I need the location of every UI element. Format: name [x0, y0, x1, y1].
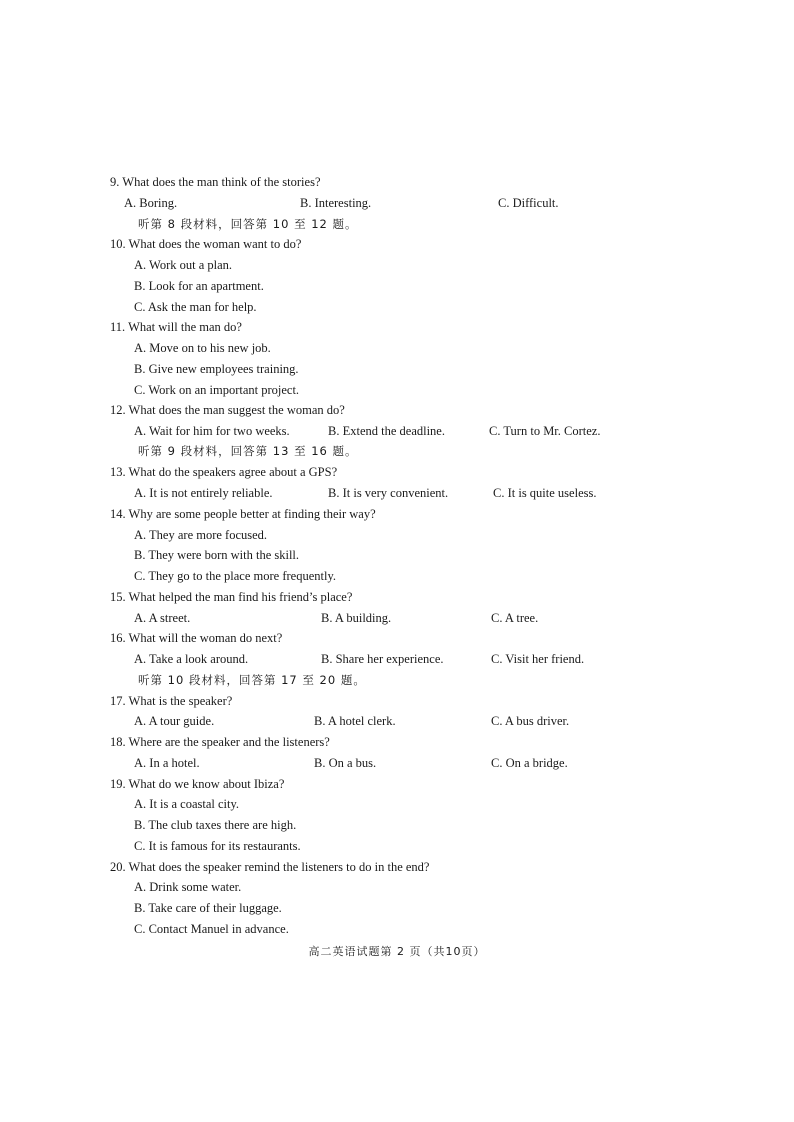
question-stem: What do we know about Ibiza? — [128, 777, 285, 791]
option-9b: B. Interesting. — [300, 196, 372, 210]
question-9 — [110, 174, 321, 190]
option-19a: A. It is a coastal city. — [134, 797, 240, 811]
question-stem: Where are the speaker and the listeners? — [128, 735, 330, 749]
question-number: 10. — [110, 237, 126, 251]
page-footer: 高二英语试题第 2 页（共10页） — [308, 945, 486, 958]
question-number: 15. — [110, 590, 126, 604]
question-number: 12. — [110, 403, 126, 417]
option-13c: C. It is quite useless. — [493, 486, 597, 500]
option-18a: A. In a hotel. — [134, 756, 200, 770]
question-number: 19. — [110, 777, 126, 791]
option-14b: B. They were born with the skill. — [134, 548, 300, 562]
question-number: 14. — [110, 507, 126, 521]
option-20b: B. Take care of their luggage. — [134, 901, 282, 915]
question-11 — [110, 319, 242, 335]
option-15c: C. A tree. — [491, 611, 539, 625]
question-stem: What helped the man find his friend’s place? — [128, 590, 353, 604]
option-19c: C. It is famous for its restaurants. — [134, 839, 301, 853]
option-14a: A. They are more focused. — [134, 528, 268, 542]
option-17c: C. A bus driver. — [491, 714, 570, 728]
option-11a: A. Move on to his new job. — [134, 341, 271, 355]
section-header-9: 听第 9 段材料，回答第 13 至 16 题。 — [138, 444, 358, 458]
option-10a: A. Work out a plan. — [134, 258, 233, 272]
question-19 — [110, 776, 284, 792]
option-14c: C. They go to the place more frequently. — [134, 569, 337, 583]
option-12b: B. Extend the deadline. — [328, 424, 445, 438]
option-18b: B. On a bus. — [314, 756, 377, 770]
option-12a: A. Wait for him for two weeks. — [134, 424, 290, 438]
question-number: 17. — [110, 694, 126, 708]
option-15b: B. A building. — [321, 611, 392, 625]
option-13a: A. It is not entirely reliable. — [134, 486, 273, 500]
option-15a: A. A street. — [134, 611, 191, 625]
option-20c: C. Contact Manuel in advance. — [134, 922, 289, 936]
option-9c: C. Difficult. — [498, 196, 559, 210]
option-20a: A. Drink some water. — [134, 880, 242, 894]
question-20 — [110, 859, 429, 875]
option-19b: B. The club taxes there are high. — [134, 818, 297, 832]
question-stem: What is the speaker? — [128, 694, 233, 708]
question-16 — [110, 630, 282, 646]
question-17 — [110, 693, 232, 709]
option-13b: B. It is very convenient. — [328, 486, 449, 500]
option-16c: C. Visit her friend. — [491, 652, 585, 666]
question-10 — [110, 236, 301, 252]
option-16b: B. Share her experience. — [321, 652, 444, 666]
question-number: 9. — [110, 175, 120, 189]
question-number: 13. — [110, 465, 126, 479]
question-number: 16. — [110, 631, 126, 645]
question-number: 18. — [110, 735, 126, 749]
question-15 — [110, 589, 352, 605]
question-18 — [110, 734, 330, 750]
question-number: 11. — [110, 320, 126, 334]
option-17a: A. A tour guide. — [134, 714, 215, 728]
option-10c: C. Ask the man for help. — [134, 300, 257, 314]
option-11b: B. Give new employees training. — [134, 362, 299, 376]
question-stem: What does the speaker remind the listeners to do in the end? — [128, 860, 430, 874]
question-stem: What do the speakers agree about a GPS? — [128, 465, 338, 479]
question-stem: Why are some people better at finding their way? — [128, 507, 376, 521]
option-9a: A. Boring. — [124, 196, 178, 210]
section-header-10: 听第 10 段材料，回答第 17 至 20 题。 — [138, 673, 366, 687]
question-stem: What does the man suggest the woman do? — [128, 403, 345, 417]
question-13 — [110, 464, 337, 480]
option-12c: C. Turn to Mr. Cortez. — [489, 424, 601, 438]
option-17b: B. A hotel clerk. — [314, 714, 396, 728]
question-stem: What does the man think of the stories? — [122, 175, 321, 189]
question-number: 20. — [110, 860, 126, 874]
option-11c: C. Work on an important project. — [134, 383, 300, 397]
question-12 — [110, 402, 345, 418]
question-stem: What will the woman do next? — [128, 631, 283, 645]
option-18c: C. On a bridge. — [491, 756, 568, 770]
question-stem: What does the woman want to do? — [128, 237, 302, 251]
question-stem: What will the man do? — [128, 320, 242, 334]
section-header-8: 听第 8 段材料，回答第 10 至 12 题。 — [138, 217, 358, 231]
question-14 — [110, 506, 376, 522]
option-16a: A. Take a look around. — [134, 652, 249, 666]
option-10b: B. Look for an apartment. — [134, 279, 264, 293]
